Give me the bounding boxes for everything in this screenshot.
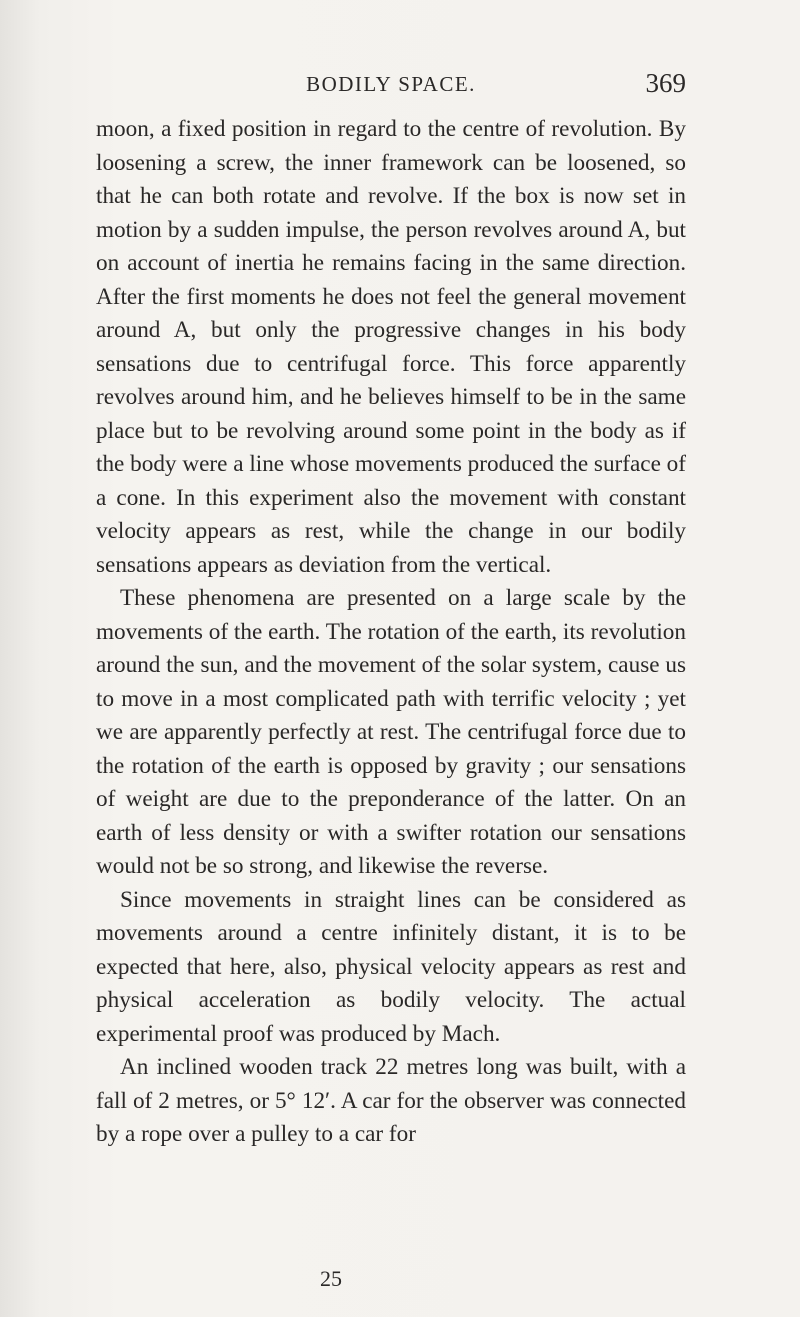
running-head: BODILY SPACE. [306,72,476,96]
page-header [96,68,686,108]
paragraph-2: These phenomena are presented on a large scale by the movements of the earth. The rotation of the earth, its revolution around the sun, and the movement of the solar system, cause us to move in a most complicated path with terrific velocity ; yet we are apparently perfectly at rest. The centrifugal force due to the rotation of the earth is opposed by gravity ; our sensations of weight are due to the preponderance of the latter. On an earth of less density or with a swifter rotation our sensations would not be so strong, and likewise the reverse. [96,585,686,879]
signature-mark: 25 [320,1266,342,1291]
paragraph-3: Since movements in straight lines can be considered as movements around a centre infinitely distant, it is to be expected that here, also, physical velocity appears as rest and physical acceleration as bodily velocity. The actual experimental proof was produced by Mach. [96,886,686,1047]
paragraph-1: moon, a fixed position in regard to the centre of revolution. By loosening a screw, the inner framework can be loosened, so that he can both rotate and revolve. If the box is now set in motion by a sudden impulse, the person revolves around A, but on account of inertia he remains facing in the same direction. After the first moments he does not feel the general movement around A, but only the progressive changes in his body sensations due to centrifugal force. This force apparently revolves around him, and he believes himself to be in the same place but to be revolving around some point in the body as if the body were a line whose movements produced the surface of a cone. In this experiment also the movement with constant velocity appears as rest, while the change in our bodily sensations appears as deviation from the vertical. [96,116,686,578]
paragraph-4: An inclined wooden track 22 metres long was built, with a fall of 2 metres, or 5° 12′. A car for the observer was connected by a rope over a pulley to a car for [96,1054,686,1147]
page-number: 369 [645,68,686,98]
body-text [96,113,686,1152]
